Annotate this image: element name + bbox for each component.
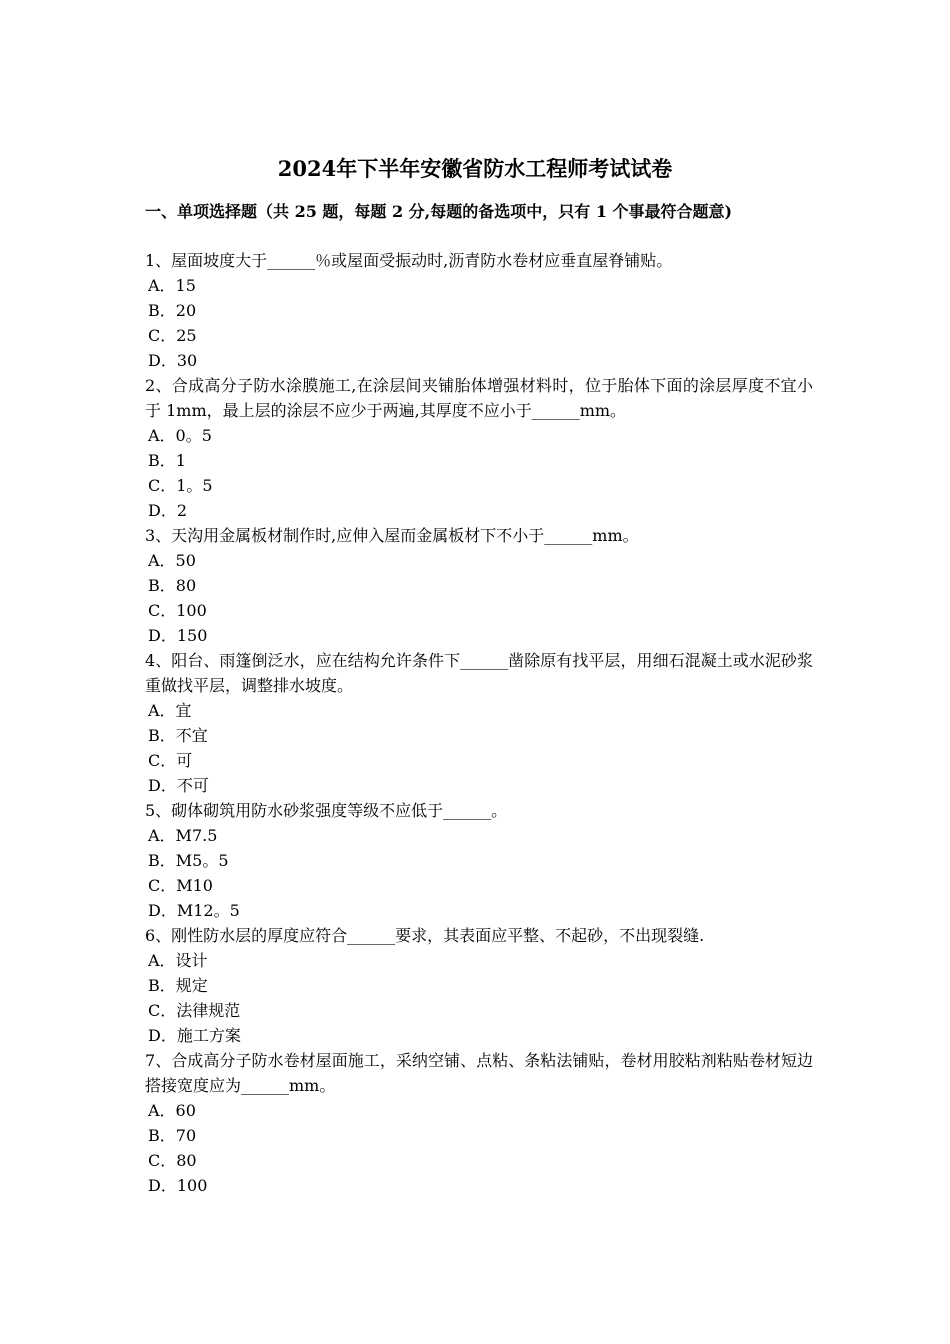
option-b: B．80 bbox=[148, 576, 197, 595]
document-title: 2024年下半年安徽省防水工程师考试试卷 bbox=[277, 156, 673, 181]
option-a: A．设计 bbox=[148, 951, 208, 970]
question bbox=[145, 798, 813, 923]
question-stem: 1、屋面坡度大于______％或屋面受振动时,沥青防水卷材应垂直屋脊铺贴。 bbox=[145, 251, 673, 270]
option-c: C．100 bbox=[148, 601, 207, 620]
option-c: C．M10 bbox=[148, 876, 213, 895]
option-d: D．M12。5 bbox=[148, 901, 240, 920]
option-c: C．25 bbox=[148, 326, 197, 345]
option-c: C．1。5 bbox=[148, 476, 213, 495]
option-b: B．70 bbox=[148, 1126, 197, 1145]
option-b: B．20 bbox=[148, 301, 197, 320]
option-d: D．施工方案 bbox=[148, 1026, 241, 1045]
question-stem: 2、合成高分子防水涂膜施工,在涂层间夹铺胎体增强材料时，位于胎体下面的涂层厚度不宜小于 1mm，最上层的涂层不应少于两遍,其厚度不应小于______mm。 bbox=[145, 376, 813, 420]
option-b: B．规定 bbox=[148, 976, 208, 995]
option-a: A．15 bbox=[148, 276, 196, 295]
option-b: B．不宜 bbox=[148, 726, 208, 745]
option-d: D．30 bbox=[148, 351, 198, 370]
question bbox=[145, 248, 813, 373]
option-c: C．80 bbox=[148, 1151, 197, 1170]
question-list bbox=[145, 248, 813, 1198]
option-b: B．1 bbox=[148, 451, 186, 470]
question-stem: 3、天沟用金属板材制作时,应伸入屋而金属板材下不小于______mm。 bbox=[145, 526, 639, 545]
option-d: D．150 bbox=[148, 626, 208, 645]
option-c: C．法律规范 bbox=[148, 1001, 241, 1020]
question bbox=[145, 373, 813, 523]
question bbox=[145, 648, 813, 798]
option-d: D．100 bbox=[148, 1176, 208, 1195]
option-a: A．0。5 bbox=[148, 426, 212, 445]
question bbox=[145, 523, 813, 648]
question bbox=[145, 923, 813, 1048]
question-stem: 5、砌体砌筑用防水砂浆强度等级不应低于______。 bbox=[145, 801, 508, 820]
option-d: D．不可 bbox=[148, 776, 209, 795]
option-a: A．宜 bbox=[148, 701, 192, 720]
question bbox=[145, 1048, 813, 1198]
question-stem: 7、合成高分子防水卷材屋面施工，采纳空铺、点粘、条粘法铺贴，卷材用胶粘剂粘贴卷材短边搭接宽度应为______mm。 bbox=[145, 1051, 813, 1095]
section-heading: 一、单项选择题（共 25 题，每题 2 分,每题的备选项中，只有 1 个事最符合题意) bbox=[145, 202, 733, 221]
option-c: C．可 bbox=[148, 751, 193, 770]
option-d: D．2 bbox=[148, 501, 188, 520]
option-b: B．M5。5 bbox=[148, 851, 229, 870]
option-a: A．50 bbox=[148, 551, 196, 570]
question-stem: 4、阳台、雨篷倒泛水，应在结构允许条件下______凿除原有找平层，用细石混凝土或水泥砂浆重做找平层，调整排水坡度。 bbox=[145, 651, 813, 695]
option-a: A．M7.5 bbox=[148, 826, 218, 845]
option-a: A．60 bbox=[148, 1101, 196, 1120]
question-stem: 6、刚性防水层的厚度应符合______要求，其表面应平整、不起砂，不出现裂缝. bbox=[145, 926, 705, 945]
